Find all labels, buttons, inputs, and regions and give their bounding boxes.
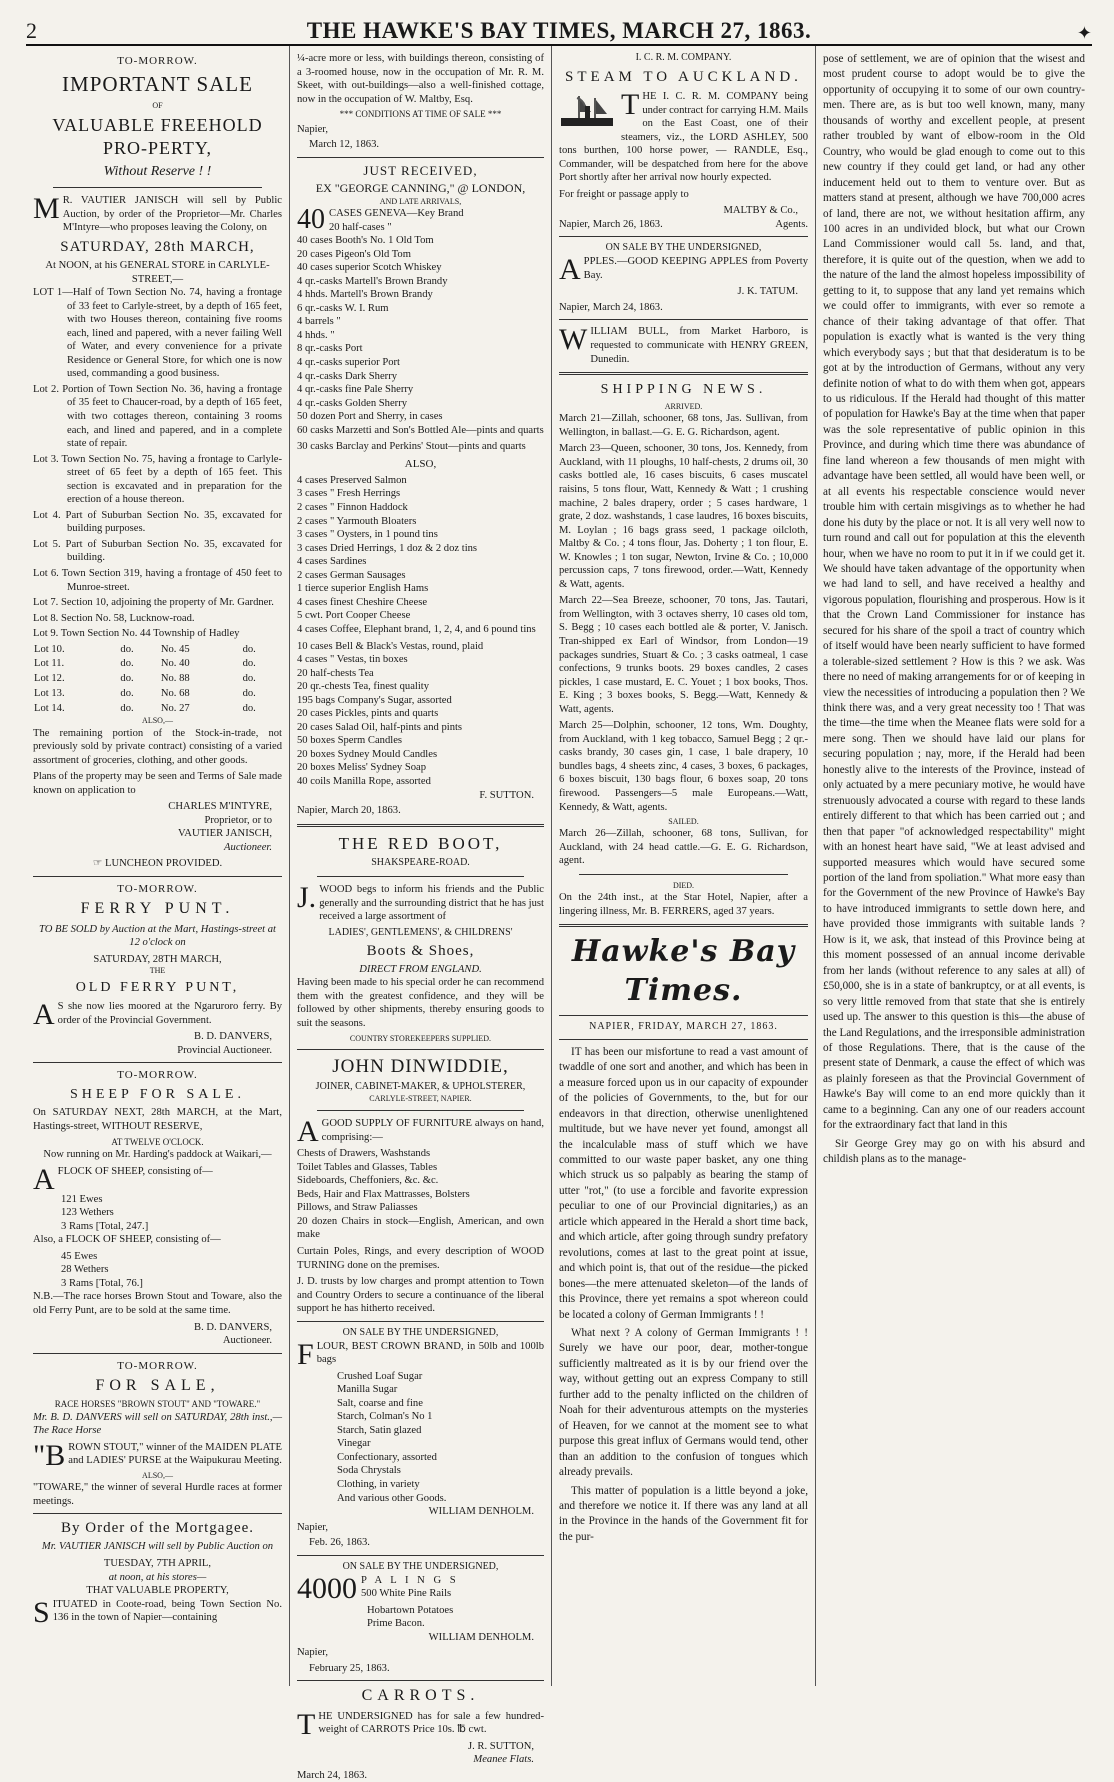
list-item: 2 cases " Yarmouth Bloaters bbox=[297, 515, 417, 527]
list-item: 40 cases Booth's No. 1 Old Tom bbox=[297, 235, 434, 247]
list-item: 45 Ewes bbox=[61, 1250, 98, 1262]
ad-subheading: JOINER, CABINET-MAKER, & UPHOLSTERER, bbox=[315, 1081, 526, 1093]
divider bbox=[559, 1015, 808, 1016]
list-item: 20 boxes Meliss' Sydney Soap bbox=[297, 762, 427, 774]
ad-red-boot bbox=[297, 833, 544, 1044]
editorial-paragraph: What next ? A colony of German Immigrants ! ! Surely we have our poor, dear, mother-tongue sufficiently maltreated as it is by our friend over the way, without getting out an express Company to still further add to the penalty inflicted on the children of Noah for their adventurous attempts on the mysteries of Heaven, for we cannot at the moment see to what purpose this great influx of Germans would tend, other than an addition to the confusion of tongues which already prevails. bbox=[559, 1327, 808, 1479]
list-item: Hobartown Potatoes bbox=[367, 1604, 454, 1616]
lot-item: Lot 3. Town Section No. 75, having a frontage to Carlyle-street of 65 feet by a depth of 165 feet. This section is excavated and in preparation for the erection of a house thereon. bbox=[33, 453, 282, 506]
ad-just-received bbox=[297, 163, 544, 818]
signature: B. D. DANVERS, bbox=[194, 1321, 272, 1333]
ad-sheep bbox=[33, 1068, 282, 1347]
list-item: 60 casks Marzetti and Son's Bottled Ale—pints and quarts bbox=[297, 424, 544, 436]
ad-company: I. C. R. M. COMPANY. bbox=[635, 52, 732, 63]
pointing-hand-icon: ☞ bbox=[92, 858, 103, 870]
signature: VAUTIER JANISCH, bbox=[178, 828, 272, 840]
list-item: 28 Wethers bbox=[61, 1264, 109, 1276]
drop-cap: A bbox=[33, 998, 55, 1032]
ad-heading: JOHN DINWIDDIE, bbox=[332, 1055, 509, 1077]
list-item: 5 cwt. Port Cooper Cheese bbox=[297, 610, 411, 622]
table-cell: do. bbox=[120, 702, 134, 714]
list-item: March 25—Dolphin, schooner, 12 tons, Wm. Doughty, from Auckland, with 1 keg tobacco, Samuel Begg ; 2 qr.-casks brandy, 30 cases gin, 1 case, 1 bale drapery, 10 bundles bags, 4 sheets zinc, 4 cases, 3 boxes, 6 packages, 6 boxes biscuit, 130 bags flour, 6 boxes soap, 20 tons firewood. Passengers—5 male Europeans.—Watt, Kennedy, & Watt, agents. bbox=[559, 720, 808, 813]
ad-heading: JUST RECEIVED, bbox=[363, 162, 478, 178]
list-item: March 26—Zillah, schooner, 68 tons, Sullivan, for Auckland, with 24 head cattle.—G. E. G. Richardson, agent. bbox=[559, 828, 808, 867]
list-item: 20 half-cases " bbox=[329, 221, 392, 233]
table-cell: Lot 10. bbox=[34, 643, 65, 655]
ad-body: WOOD begs to inform his friends and the Public generally and the surrounding district that he has just received a large assortment of bbox=[319, 884, 544, 923]
divider bbox=[33, 876, 282, 877]
ad-note: COUNTRY STOREKEEPERS SUPPLIED. bbox=[349, 1033, 492, 1043]
shipping-news bbox=[559, 381, 808, 918]
signature: CHARLES M'INTYRE, bbox=[168, 801, 272, 813]
lot-item: Lot 7. Section 10, adjoining the property of Mr. Gardner. bbox=[33, 597, 274, 609]
date-line: March 24, 1863. bbox=[297, 1769, 368, 1781]
list-item: 2 cases German Sausages bbox=[297, 569, 406, 581]
ad-heading: IMPORTANT SALE bbox=[62, 72, 253, 97]
lot-item: Lot 9. Town Section No. 44 Township of Hadley bbox=[33, 628, 240, 640]
ad-body: S she now lies moored at the Ngaruroro ferry. By order of the Provincial Government. bbox=[57, 1001, 282, 1026]
ad-subheading: THAT VALUABLE PROPERTY, bbox=[86, 1585, 229, 1597]
list-item: 4 hhds. " bbox=[297, 329, 335, 341]
list-item: P A L I N G S bbox=[361, 1574, 459, 1586]
list-item: 20 cases Pickles, pints and quarts bbox=[297, 708, 439, 720]
ad-body: On SATURDAY NEXT, 28th MARCH, at the Mart, Hastings-street, WITHOUT RESERVE, bbox=[33, 1107, 282, 1133]
section-subheading: DIED. bbox=[672, 880, 695, 890]
signature: F. SUTTON. bbox=[479, 789, 534, 801]
list-item: 2 cases " Finnon Haddock bbox=[297, 502, 408, 514]
table-cell: No. 88 bbox=[160, 673, 190, 685]
divider bbox=[559, 319, 808, 320]
ad-body: Also, a FLOCK OF SHEEP, consisting of— bbox=[33, 1234, 221, 1246]
list-item: Crushed Loaf Sugar bbox=[337, 1370, 423, 1382]
ad-body: ITUATED in Coote-road, being Town Section No. 136 in the town of Napier—containing bbox=[52, 1598, 282, 1624]
list-item: 20 half-chests Tea bbox=[297, 667, 374, 679]
list-item: 20 cases Pigeon's Old Tom bbox=[297, 248, 411, 260]
divider bbox=[559, 372, 808, 375]
lot-item: Lot 4. Part of Suburban Section No. 35, excavated for building purposes. bbox=[33, 509, 282, 535]
ad-dinwiddie bbox=[297, 1055, 544, 1316]
table-row bbox=[33, 702, 282, 717]
editorial-dateline: NAPIER, FRIDAY, MARCH 27, 1863. bbox=[589, 1021, 778, 1033]
table-cell: Lot 11. bbox=[34, 658, 65, 670]
conditions-line: *** CONDITIONS AT TIME OF SALE *** bbox=[339, 109, 502, 120]
section-subheading: ARRIVED. bbox=[664, 401, 703, 411]
list-item: 40 cases superior Scotch Whiskey bbox=[297, 262, 442, 274]
divider bbox=[53, 187, 262, 188]
list-item: 121 Ewes bbox=[61, 1193, 103, 1205]
table-cell: do. bbox=[242, 702, 256, 714]
section-subheading: SAILED. bbox=[668, 817, 699, 827]
ad-of: OF bbox=[152, 100, 163, 110]
table-cell: No. 45 bbox=[160, 643, 190, 655]
list-item: Prime Bacon. bbox=[367, 1618, 425, 1630]
drop-cap: F bbox=[297, 1337, 314, 1371]
divider bbox=[297, 1049, 544, 1050]
ad-heading: THE RED BOOT, bbox=[338, 833, 503, 853]
ad-body: J. D. trusts by low charges and prompt attention to Town and Country Orders to secure a continuance of the liberal support he has hitherto received. bbox=[297, 1276, 544, 1315]
page-number: 2 bbox=[26, 18, 37, 43]
date-line: Napier, March 20, 1863. bbox=[297, 805, 401, 817]
kicker: TO-MORROW. bbox=[117, 55, 198, 67]
obituary: On the 24th inst., at the Star Hotel, Napier, after a lingering illness, Mr. B. FERRERS, aged 37 years. bbox=[559, 892, 808, 917]
editorial-paragraph: IT has been our misfortune to read a vast amount of twaddle of one sort and another, and which has been in a measure forced upon us in our capacity of expounder of the policies of Governments, to the, but for our endeavors in that direction, otherwise unenlightened multitude, but we have never yet found, amongst all the incalculable mass of stuff which we have committed to our waste paper basket, any one thing which struck us so palpably as bearing the stamp of utter "rot," (to use a forcible and favorite expression peculiar to one of our Provincial dignitaries,) as an article which appeared in the Herald a short time back, and which article, after going through sundry prefatory revolutions, comes at last to the great point at issue, and which point is, that out of the residue—the picked bones—the mere attenuated skeleton—of the lands of this Province, there yet remains a spot whereon could be located a colony of German Immigrants ! ! bbox=[559, 1045, 808, 1321]
divider bbox=[297, 1555, 544, 1556]
big-number: 40 bbox=[297, 204, 325, 236]
list-item: CASES GENEVA—Key Brand bbox=[329, 208, 464, 220]
column-3 bbox=[552, 46, 816, 1686]
lot-item: Lot 5. Part of Suburban Section No. 35, excavated for building. bbox=[33, 538, 282, 564]
drop-cap: A bbox=[33, 1162, 55, 1196]
ad-body: FLOCK OF SHEEP, consisting of— bbox=[57, 1165, 213, 1177]
ad-body: TO BE SOLD by Auction at the Mart, Hastings-street at 12 o'clock on bbox=[39, 923, 276, 949]
column-1 bbox=[26, 46, 290, 1686]
table-row bbox=[33, 657, 282, 672]
list-item: 195 bags Company's Sugar, assorted bbox=[297, 694, 452, 706]
lot-item: Lot 6. Town Section 319, having a frontage of 450 feet to Munroe-street. bbox=[33, 568, 282, 593]
ad-body: Mr. B. D. DANVERS will sell on SATURDAY, 28th inst.,—The Race Horse bbox=[33, 1411, 282, 1437]
column-4 bbox=[816, 46, 1092, 1686]
luncheon-line: LUNCHEON PROVIDED. bbox=[105, 858, 223, 870]
ad-body: ROWN STOUT," winner of the MAIDEN PLATE and LADIES' PURSE at the Waipukurau Meeting. bbox=[68, 1441, 282, 1467]
editorial-paragraph: This matter of population is a little beyond a joke, and therefore we notice it. If there was any land at all in the Province in the hands of the Government fit for the pur- bbox=[559, 1484, 808, 1543]
table-cell: do. bbox=[120, 658, 134, 670]
drop-cap: W bbox=[559, 323, 588, 357]
ad-subheading: LADIES', GENTLEMENS', & CHILDRENS' bbox=[328, 926, 513, 938]
ad-body: Now running on Mr. Harding's paddock at Waikari,— bbox=[43, 1149, 272, 1161]
lot-item: Lot 8. Section No. 58, Lucknow-road. bbox=[33, 612, 195, 624]
list-item: Beds, Hair and Flax Mattrasses, Bolsters bbox=[297, 1188, 470, 1200]
list-item: 8 qr.-casks Port bbox=[297, 343, 363, 355]
ad-body: "TOWARE," the winner of several Hurdle races at former meetings. bbox=[33, 1482, 282, 1507]
ad-heading: FOR SALE, bbox=[95, 1376, 220, 1394]
ad-subheading: EX "GEORGE CANNING," @ LONDON, bbox=[315, 181, 526, 196]
drop-cap: "B bbox=[33, 1438, 66, 1472]
drop-cap: J. bbox=[297, 881, 317, 915]
kicker: TO-MORROW. bbox=[117, 1359, 198, 1372]
ad-body: HE I. C. R. M. COMPANY being under contract for carrying H.M. Mails on the East Coast, one of their steamers, viz., the LORD ASHLEY, 500 tons burthen, 100 horse power, — RANDLE, Esq., Commander, will be despatched from here for the above Port shortly after her arrival now hourly expected. bbox=[559, 90, 808, 184]
list-item: 3 cases " Fresh Herrings bbox=[297, 488, 401, 500]
table-cell: do. bbox=[120, 643, 134, 655]
table-cell: do. bbox=[120, 687, 134, 699]
lot-table bbox=[33, 643, 282, 717]
table-cell: Lot 13. bbox=[34, 687, 65, 699]
list-item: 4 qr.-casks Martell's Brown Brandy bbox=[297, 275, 448, 287]
ad-subheading: SHAKSPEARE-ROAD. bbox=[371, 857, 470, 869]
signature: WILLIAM DENHOLM. bbox=[428, 1506, 534, 1518]
ad-body: LOUR, BEST CROWN BRAND, in 50lb and 100lb bags bbox=[316, 1340, 544, 1366]
list-item: March 21—Zillah, schooner, 68 tons, Jas. Sullivan, from Wellington, in ballast.—G. E. G. Richardson, agent. bbox=[559, 413, 808, 438]
divider bbox=[33, 1513, 282, 1514]
list-item: Chests of Drawers, Washstands bbox=[297, 1148, 431, 1160]
ad-important-sale bbox=[33, 54, 282, 871]
ad-icrm-steam bbox=[559, 52, 808, 231]
columns bbox=[26, 46, 1092, 1781]
ad-heading-2: VALUABLE FREEHOLD PRO-PERTY, bbox=[52, 115, 263, 159]
list-item: Starch, Colman's No 1 bbox=[337, 1411, 433, 1423]
ad-heading: SHEEP FOR SALE. bbox=[69, 1086, 245, 1102]
list-item: Toilet Tables and Glasses, Tables bbox=[297, 1161, 438, 1173]
ad-heading: STEAM TO AUCKLAND. bbox=[565, 68, 802, 85]
ad-carrots bbox=[297, 1686, 544, 1782]
signature: J. K. TATUM. bbox=[737, 286, 798, 298]
table-cell: do. bbox=[242, 658, 256, 670]
list-item: 3 cases Dried Herrings, 1 doz & 2 doz tins bbox=[297, 542, 478, 554]
signature-note: Auctioneer. bbox=[222, 1335, 272, 1347]
list-item: 4 qr.-casks Golden Sherry bbox=[297, 397, 408, 409]
list-item: 6 qr.-casks W. I. Rum bbox=[297, 302, 389, 314]
ad-heading: By Order of the Mortgagee. bbox=[60, 1520, 255, 1537]
ad-body: For freight or passage apply to bbox=[559, 188, 689, 200]
ad-body: ILLIAM BULL, from Market Harboro, is requested to communicate with HENRY GREEN, Dunedin. bbox=[590, 326, 808, 365]
sale-date: SATURDAY, 28TH MARCH, bbox=[93, 953, 222, 965]
column-2 bbox=[290, 46, 552, 1781]
list-item: 4 hhds. Martell's Brown Brandy bbox=[297, 289, 433, 301]
section-heading: SHIPPING NEWS. bbox=[600, 382, 767, 398]
list-item: 4 barrels " bbox=[297, 316, 341, 328]
ad-heading: ON SALE BY THE UNDERSIGNED, bbox=[342, 1326, 499, 1338]
list-item: 30 casks Barclay and Perkins' Stout—pints and quarts bbox=[297, 441, 526, 453]
list-item: 4 qr.-casks fine Pale Sherry bbox=[297, 384, 414, 396]
ad-body: Mr. VAUTIER JANISCH will sell by Public Auction on bbox=[41, 1541, 274, 1553]
ad-body: Curtain Poles, Rings, and every description of WOOD TURNING done on the premises. bbox=[297, 1246, 544, 1271]
date-line: Napier, March 26, 1863. bbox=[559, 218, 663, 230]
sale-date: SATURDAY, 28th MARCH, bbox=[60, 238, 255, 255]
list-item: 4 cases Preserved Salmon bbox=[297, 474, 407, 486]
list-item: 20 cases Salad Oil, half-pints and pints bbox=[297, 721, 463, 733]
list-item: March 22—Sea Breeze, schooner, 70 tons, Jas. Tautari, from Wellington, with 3 octaves sherry, 10 cases old tom, S. Begg ; 10 cases each bottled ale & porter, V. Janisch. Tran-shipped ex Earl of Windsor, from London—19 packages sundries, Stuart & Co. ; 3 casks oatmeal, 1 case confections, 9 trunks boots. 29 boxes candles, 2 cases pickles, 1 case mustard, E. C. Youet ; 1 box books, Thos. E. King ; 3 boxes books, S. Begg.—Watt, Kennedy & Watt, agents. bbox=[559, 595, 808, 715]
place-line: Napier, bbox=[297, 1521, 329, 1533]
divider bbox=[33, 1062, 282, 1063]
divider bbox=[559, 236, 808, 237]
drop-cap: T bbox=[621, 87, 640, 121]
sale-time: AT TWELVE O'CLOCK. bbox=[111, 1136, 204, 1147]
list-item: Sideboards, Cheffoniers, &c. &c. bbox=[297, 1175, 439, 1187]
also-label: ALSO, bbox=[404, 457, 437, 470]
ad-body: N.B.—The race horses Brown Stout and Toware, also the old Ferry Punt, are to be sold at the same time. bbox=[33, 1291, 282, 1316]
list-item: March 23—Queen, schooner, 30 tons, Jos. Kennedy, from Auckland, with 11 ploughs, 10 half-chests, 2 drums oil, 30 casks bottled ale, 16 cases biscuits, 6 cases muscatel raisins, 5 tons flour, Watt, Kennedy & Watt ; 1 crushing machine, 2 bales drapery, order ; 5 cases hardware, 1 grate, 2 doz. washstands, 1 case laudres, 16 boxes biscuits, M. Loylan ; 16 bags grass seed, 1 package oilcloth, Maltby & Co. ; 4 tons flour, Jas. Doherty ; 1 ton flour, E. W. Knowles ; 1 ton sugar, Newton, Irvine & Co. ; 10,000 percussion caps, 7 tons firewood, order.—Watt, Kennedy & Watt, agents. bbox=[559, 443, 808, 590]
drop-cap: M bbox=[33, 192, 60, 226]
place-line: Napier, bbox=[297, 123, 329, 135]
ad-palings bbox=[297, 1561, 544, 1676]
steamship-icon bbox=[559, 92, 617, 137]
list-item: 10 cases Bell & Black's Vestas, round, plaid bbox=[297, 640, 484, 652]
list-item: And various other Goods. bbox=[337, 1492, 447, 1504]
list-item: 4 qr.-casks superior Port bbox=[297, 357, 400, 369]
kicker: TO-MORROW. bbox=[117, 882, 198, 895]
table-cell: No. 68 bbox=[160, 687, 190, 699]
divider bbox=[317, 876, 524, 877]
ad-william-bull bbox=[559, 325, 808, 366]
ad-body: Plans of the property may be seen and Terms of Sale made known on application to bbox=[33, 771, 282, 796]
also-label: ALSO,— bbox=[142, 1470, 173, 1480]
ad-body: The remaining portion of the Stock-in-trade, not previously sold by private contract) consisting of a varied assortment of groceries, clothing, and other goods. bbox=[33, 727, 282, 766]
list-item: 4 cases " Vestas, tin boxes bbox=[297, 654, 408, 666]
ad-heading: ON SALE BY THE UNDERSIGNED, bbox=[605, 242, 762, 254]
list-item: 4 cases finest Cheshire Cheese bbox=[297, 596, 428, 608]
ad-subheading: Boots & Shoes, bbox=[366, 942, 475, 959]
ad-subheading: OLD FERRY PUNT, bbox=[75, 980, 240, 996]
table-cell: do. bbox=[242, 687, 256, 699]
divider bbox=[297, 157, 544, 158]
ad-subheading: CARLYLE-STREET, NAPIER. bbox=[369, 1093, 472, 1103]
signature: MALTBY & Co., bbox=[723, 205, 798, 217]
date-line: March 12, 1863. bbox=[309, 139, 380, 151]
signature: WILLIAM DENHOLM. bbox=[428, 1631, 534, 1643]
ad-subheading: RACE HORSES "BROWN STOUT" AND "TOWARE." bbox=[54, 1399, 261, 1410]
signature-note: Meanee Flats. bbox=[473, 1754, 534, 1766]
signature: B. D. DANVERS, bbox=[194, 1031, 272, 1043]
list-item: Vinegar bbox=[337, 1438, 371, 1450]
big-number: 4000 bbox=[297, 1571, 357, 1605]
divider bbox=[559, 1039, 808, 1040]
reserve-line: Without Reserve ! ! bbox=[103, 164, 212, 180]
list-item: Pillows, and Straw Paliasses bbox=[297, 1202, 418, 1214]
divider bbox=[33, 1353, 282, 1354]
signature-note: Auctioneer. bbox=[224, 841, 272, 853]
drop-cap: A bbox=[297, 1115, 319, 1149]
list-item: 20 qr.-chests Tea, finest quality bbox=[297, 681, 430, 693]
editorial-paragraph: Sir George Grey may go on with his absurd and childish plans as to the manage- bbox=[823, 1137, 1085, 1166]
sale-place: At NOON, at his GENERAL STORE in CARLYLE-STREET,— bbox=[45, 259, 270, 285]
ad-heading: FERRY PUNT. bbox=[80, 900, 235, 918]
divider bbox=[297, 1321, 544, 1322]
place-line: Napier, bbox=[297, 1647, 329, 1659]
editorial-paragraph: pose of settlement, we are of opinion that the wisest and most prudent course to adopt would be to give the opportunity of occupying it to some of our own country-men. There are, as is but too well known, many, many thousands of worthy and excellent people, at present rather troubled by want of elbow-room in the Old Country, who would be glad enough to come out to this new country if they could get land, or had any other inducement held out to them to venture over. But as matters stand at present, although we have 700,000 acres of land, there are not, we without hesitation affirm, any 100 acres in an undivided block, but what our Crown Land Commissioner would call 5s. land, and that, therefore, it is quite out of the question, when we add to the nature of the land the almost hopeless impossibility of getting to it, to suppose that any land yet remains which we could offer to immigrants, with ever so remote a chance of their taking advantage of that offer. That population is exactly what is wanted is the very thing which everybody says ; but that that desideratum is to be got at by the introduction of Germans, without any very definite notion of what to do with them when got, appears to us ridiculous. If the Herald had thought of this matter of population for Hawke's Bay at the time when that paper was the sole representative of public opinion in this Province, and during which time there was abundance of fine land whereon a few thousands of men might with advantage have been settled, all would have been well, or at all events his respectable conscience would never trouble him with certain misgivings as to whether he had done his duty by the place or not. It is all very well now to turn round and call out for population at this the eleventh hour, when we have no room to put it in if we could get it. We should have taken advantage of the opportunity when we had land to sell, and have received a healthy and vigorous population, flourishing and prosperous. How is it that the Crown Land Commissioner for instance has secured for his share of the spoil a tract of country which of itself would have been nearly sufficient to have formed a tolerable-sized settlement ? How is this ? we ask. Was there no need of making arrangements for or of keeping in view the necessities of introducing a population then ? We think there was, and a very great necessity too ! That was the time—the time when the Meanee flats were sold for a mere song. Then we should have laid our plans for securing population ; nay, more, if the Herald had been honestly alive to the interests of the Province, instead of only actuated by a mere pecuniary motive, he would have strenuously advocated a course with regard to these lands entirely different to that which has been carried out ; and then that paper "of acknowledged respectability" might with an honest heart have said, "We at least advised and supported measures which would have secured some portion of the land from spoliation." What more easy than for the Government of the new Province of Hawke's Bay to have introduced immigrants to settle down here, and have provided those immigrants with suitable lands ? How is it, we ask, that instead of this Province being at this moment possessed of an annual income derivable from her lands (without reference to any sales at all) of £50,000, she is in a state of bankruptcy, or at all events, is so very little removed from that state that she is entirely used up. The answer to this question is this—the abuse of the Land Regulations, and the irresponsible administration of those Regulations. There, that is the cause of the present state of Denmark, a cause the effect of which was as plainly foreseen as that the Provincial Government of Hawke's Bay will come to an end more quickly than it came to a beginning. Can any one of our readers account for the extraordinary fact that land in this bbox=[823, 53, 1085, 1132]
table-cell: Lot 12. bbox=[34, 673, 65, 685]
date-line: Napier, March 24, 1863. bbox=[559, 301, 663, 313]
table-cell: do. bbox=[242, 643, 256, 655]
table-cell: No. 27 bbox=[160, 702, 190, 714]
list-item: 50 boxes Sperm Candles bbox=[297, 735, 403, 747]
list-item: 20 dozen Chairs in stock—English, American, and own make bbox=[297, 1215, 544, 1241]
lot-list bbox=[33, 286, 282, 641]
ad-intro: R. VAUTIER JANISCH will sell by Public Auction, by order of the Proprietor—Mr. Charles M'Intyre—who proposes leaving the Colony, on bbox=[62, 195, 282, 234]
ad-mortgagee bbox=[33, 1519, 282, 1629]
table-cell: Lot 14. bbox=[34, 702, 65, 714]
ad-continuation: ¼-acre more or less, with buildings thereon, consisting of a 3-roomed house, now in the occupation of Mr. R. M. Skeet, with out-buildings—also a well-finished cottage, now in the occupation of W. Maltby, Esq. bbox=[297, 53, 544, 105]
ad-heading: ON SALE BY THE UNDERSIGNED, bbox=[342, 1560, 499, 1572]
list-item: 4 cases Coffee, Elephant brand, 1, 2, 4, and 6 pound tins bbox=[297, 623, 536, 635]
ornament-icon: ✦ bbox=[1076, 23, 1092, 43]
list-item: 1 tierce superior English Hams bbox=[297, 583, 429, 595]
ad-ferry-punt bbox=[33, 882, 282, 1058]
list-item: 3 Rams [Total, 76.] bbox=[61, 1277, 143, 1289]
table-row bbox=[33, 687, 282, 702]
ad-the: THE bbox=[149, 966, 166, 976]
kicker: TO-MORROW. bbox=[117, 1069, 198, 1082]
list-item: 500 White Pine Rails bbox=[361, 1588, 452, 1600]
ad-apples bbox=[559, 242, 808, 314]
sale-date: TUESDAY, 7TH APRIL, bbox=[103, 1557, 212, 1569]
also-label: ALSO,— bbox=[142, 716, 173, 726]
table-cell: No. 40 bbox=[160, 658, 190, 670]
lot-item: LOT 1—Half of Town Section No. 74, having a frontage of 33 feet to Carlyle-street, by a depth of 165 feet, with two Houses thereon, containing five rooms each, lined and papered, with a never failing Well of Water, and every convenience for a private Residence or General Store, for which one is now used, commanding a good business. bbox=[33, 287, 282, 380]
divider bbox=[297, 1680, 544, 1681]
drop-cap: S bbox=[33, 1595, 50, 1629]
list-item: Clothing, in variety bbox=[337, 1479, 420, 1491]
masthead-title: THE HAWKE'S BAY TIMES, MARCH 27, 1863. bbox=[306, 18, 812, 43]
divider bbox=[317, 1110, 524, 1111]
list-item: 20 boxes Sydney Mould Candles bbox=[297, 748, 438, 760]
divider bbox=[579, 874, 788, 875]
list-item: 3 Rams [Total, 247.] bbox=[61, 1220, 149, 1232]
table-row bbox=[33, 672, 282, 687]
list-item: 40 coils Manilla Rope, assorted bbox=[297, 775, 431, 787]
table-row bbox=[33, 643, 282, 658]
list-item: 4 cases Sardines bbox=[297, 556, 367, 568]
list-item: Starch, Satin glazed bbox=[337, 1424, 422, 1436]
date-line: February 25, 1863. bbox=[309, 1662, 390, 1674]
list-item: Soda Chrystals bbox=[337, 1465, 401, 1477]
ad-arrivals: AND LATE ARRIVALS, bbox=[379, 196, 462, 206]
table-cell: do. bbox=[242, 673, 256, 685]
signature-note: Agents. bbox=[775, 218, 808, 230]
drop-cap: T bbox=[297, 1707, 316, 1741]
date-line: Feb. 26, 1863. bbox=[309, 1537, 370, 1549]
signature-note: Proprietor, or to bbox=[204, 814, 272, 826]
ad-body: Having been made to his special order he can recommend them with the greatest confidence, and they will be followed by other shipments, thereby ensuring goods to suit the seasons. bbox=[297, 977, 544, 1029]
list-item: Confectionary, assorted bbox=[337, 1451, 437, 1463]
ad-for-sale bbox=[33, 1359, 282, 1509]
list-item: 4 qr.-casks Dark Sherry bbox=[297, 370, 398, 382]
ad-body: PPLES.—GOOD KEEPING APPLES from Poverty Bay. bbox=[583, 256, 808, 281]
signature-note: Provincial Auctioneer. bbox=[177, 1044, 272, 1056]
divider bbox=[297, 824, 544, 827]
divider bbox=[559, 924, 808, 927]
editorial bbox=[559, 1045, 808, 1546]
ad-heading: CARROTS. bbox=[361, 1687, 480, 1705]
list-item: 123 Wethers bbox=[61, 1207, 114, 1219]
list-item: Salt, coarse and fine bbox=[337, 1397, 423, 1409]
signature: J. R. SUTTON, bbox=[467, 1740, 534, 1752]
ad-body: HE UNDERSIGNED has for sale a few hundred-weight of CARROTS Price 10s. ℔ cwt. bbox=[318, 1710, 544, 1736]
lot-item: Lot 2. Portion of Town Section No. 36, having a frontage of 35 feet to Chaucer-road, by a depth of 165 feet, with two cottages thereon, containing 3 rooms each, and lined and papered, and in a complete state of repair. bbox=[33, 383, 282, 450]
nameplate: Hawke's Bay Times. bbox=[571, 934, 796, 1008]
sale-time: at noon, at his stores— bbox=[108, 1571, 207, 1583]
list-item: Manilla Sugar bbox=[337, 1384, 398, 1396]
ad-body: GOOD SUPPLY OF FURNITURE always on hand, comprising:— bbox=[321, 1118, 544, 1143]
ad-subheading: DIRECT FROM ENGLAND. bbox=[359, 963, 482, 975]
list-item: 50 dozen Port and Sherry, in cases bbox=[297, 411, 443, 423]
list-item: 3 cases " Oysters, in 1 pound tins bbox=[297, 529, 438, 541]
ad-denholm-flour bbox=[297, 1327, 544, 1550]
table-cell: do. bbox=[120, 673, 134, 685]
drop-cap: A bbox=[559, 253, 581, 287]
masthead bbox=[26, 10, 1092, 46]
